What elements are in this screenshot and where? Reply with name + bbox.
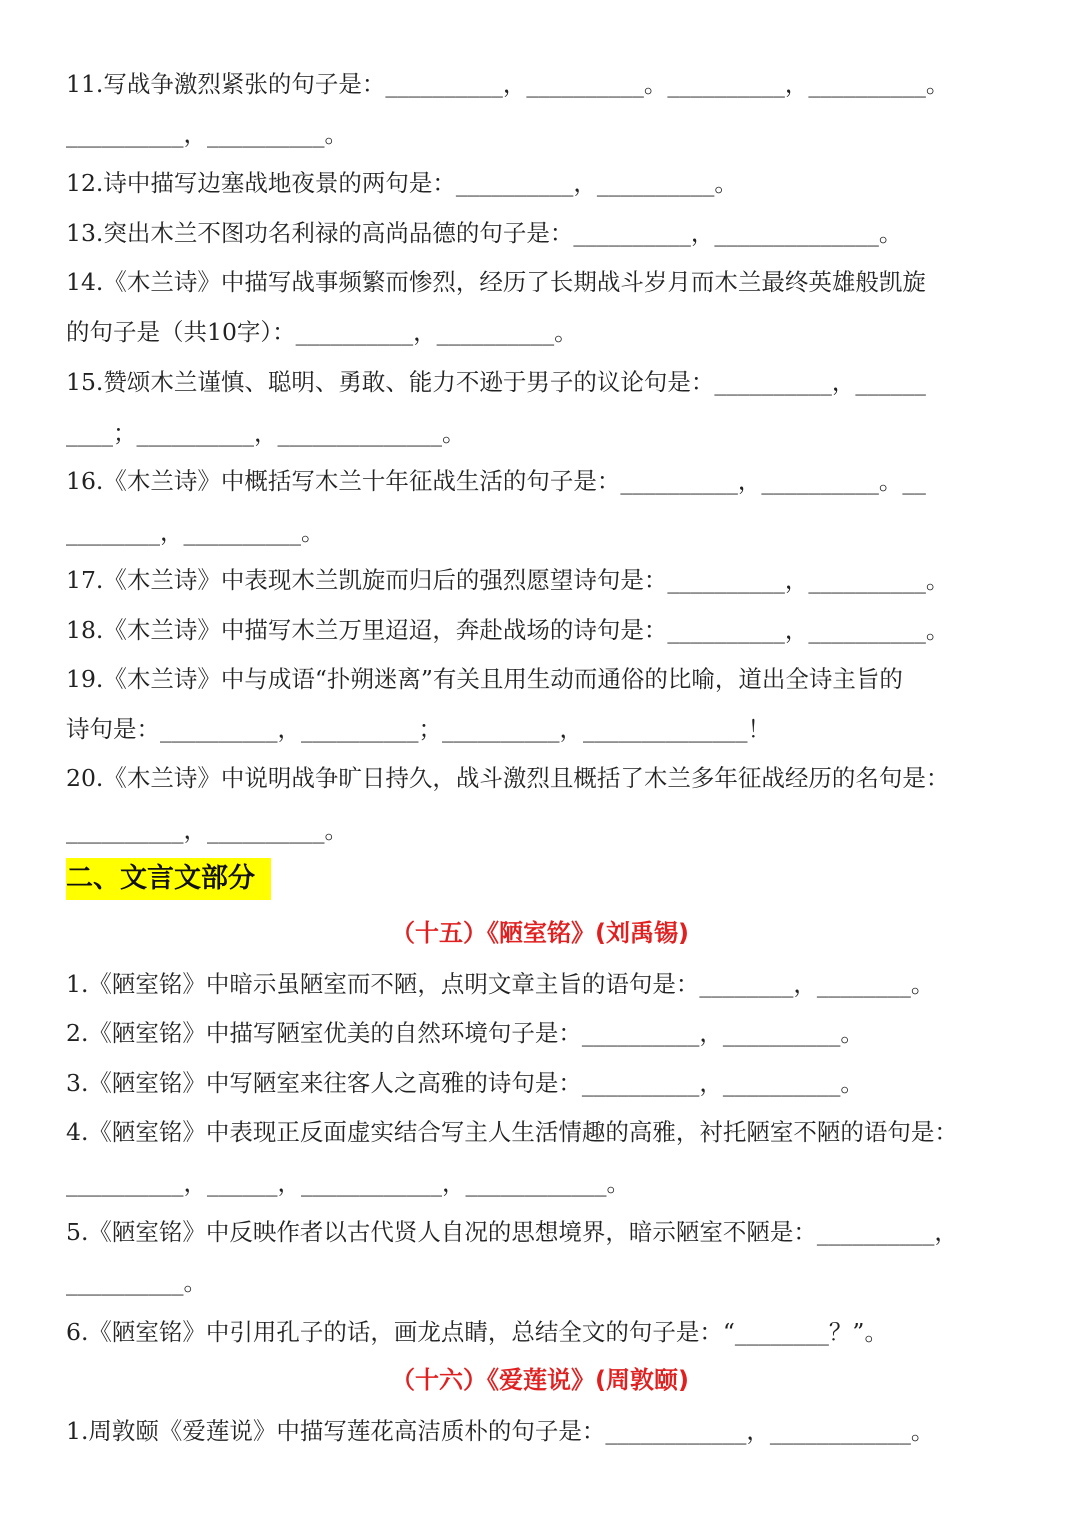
question-15-line-1: 15.赞颂木兰谨慎、聪明、勇敢、能力不逊于男子的议论句是：__________，______	[66, 368, 926, 396]
lsm-question-6: 6.《陋室铭》中引用孔子的话，画龙点睛，总结全文的句子是：“________？”。	[66, 1318, 888, 1346]
question-17: 17.《木兰诗》中表现木兰凯旋而归后的强烈愿望诗句是：__________，__________。	[66, 566, 950, 594]
question-20-line-1: 20.《木兰诗》中说明战争旷日持久，战斗激烈且概括了木兰多年征战经历的名句是：	[66, 764, 950, 792]
lsm-question-5-line-2: __________。	[66, 1268, 207, 1296]
lsm-question-3: 3.《陋室铭》中写陋室来往客人之高雅的诗句是：__________，__________。	[66, 1069, 864, 1097]
question-18: 18.《木兰诗》中描写木兰万里迢迢，奔赴战场的诗句是：__________，__________。	[66, 616, 950, 644]
als-question-1: 1.周敦颐《爱莲说》中描写莲花高洁质朴的句子是：____________，____________。	[66, 1417, 935, 1445]
question-19-line-1: 19.《木兰诗》中与成语“扑朔迷离”有关且用生动而通俗的比喻，道出全诗主旨的	[66, 665, 903, 693]
lsm-question-5-line-1: 5.《陋室铭》中反映作者以古代贤人自况的思想境界，暗示陋室不陋是：__________，	[66, 1218, 958, 1246]
question-11-line-1: 11.写战争激烈紧张的句子是：__________，__________。__________，__________。	[66, 70, 950, 98]
question-15-line-2: ____；__________，______________。	[66, 419, 466, 447]
question-16-line-1: 16.《木兰诗》中概括写木兰十年征战生活的句子是：__________，__________。__	[66, 467, 926, 495]
question-19-line-2: 诗句是：__________，__________；__________，______________！	[66, 715, 771, 743]
question-14-line-1: 14.《木兰诗》中描写战事频繁而惨烈，经历了长期战斗岁月而木兰最终英雄般凯旋	[66, 268, 926, 296]
question-16-line-2: ________，__________。	[66, 518, 325, 546]
question-12: 12.诗中描写边塞战地夜景的两句是：__________，__________。	[66, 169, 738, 197]
question-11-line-2: __________，__________。	[66, 120, 348, 148]
lsm-question-4-line-1: 4.《陋室铭》中表现正反面虚实结合写主人生活情趣的高雅，衬托陋室不陋的语句是：	[66, 1118, 958, 1146]
lou-shi-ming-heading: （十五）《陋室铭》(刘禹锡)	[391, 919, 689, 947]
lsm-question-2: 2.《陋室铭》中描写陋室优美的自然环境句子是：__________，__________。	[66, 1019, 864, 1047]
section-title-highlight: 二、文言文部分	[66, 858, 271, 900]
lsm-question-1: 1.《陋室铭》中暗示虽陋室而不陋，点明文章主旨的语句是：________，________。	[66, 970, 935, 998]
question-14-line-2: 的句子是（共10字）：__________，__________。	[66, 318, 578, 346]
question-13: 13.突出木兰不图功名利禄的高尚品德的句子是：__________，______________。	[66, 219, 903, 247]
lsm-question-4-line-2: __________，______，____________，____________。	[66, 1169, 630, 1197]
ai-lian-shuo-heading: （十六）《爱莲说》(周敦颐)	[391, 1366, 689, 1394]
question-20-line-2: __________，__________。	[66, 816, 348, 844]
